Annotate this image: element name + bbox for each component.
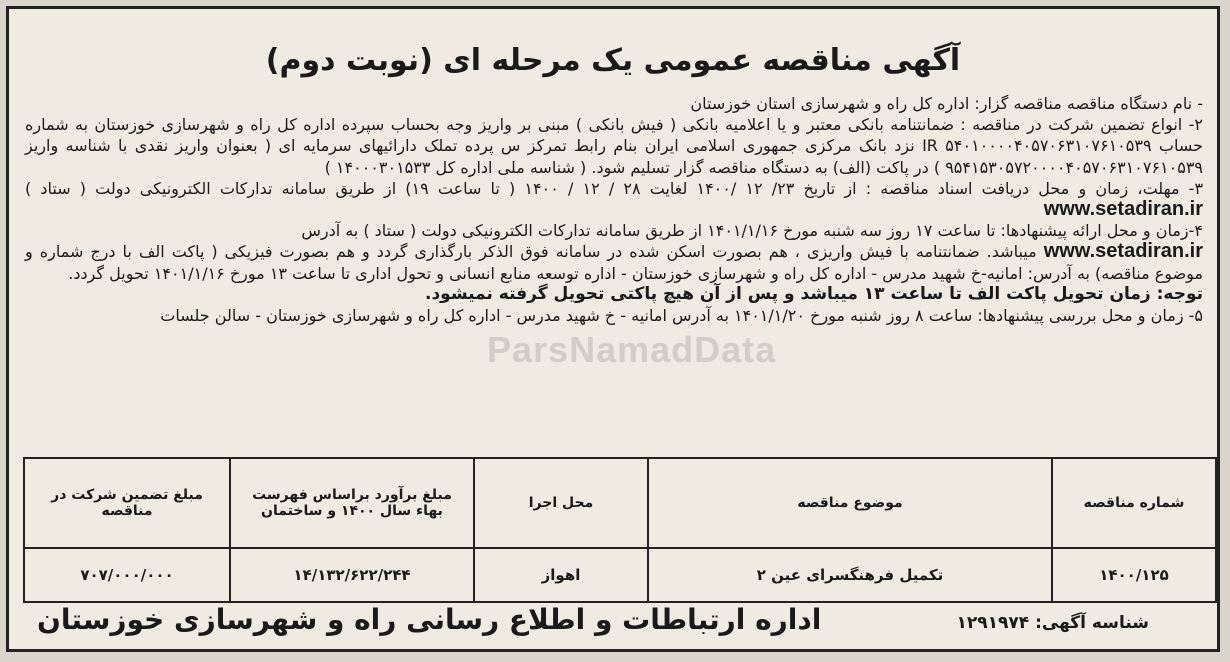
watermark: ParsNamadData: [487, 329, 777, 370]
cell-location: اهواز: [474, 548, 648, 602]
tender-notice: [6, 6, 1220, 652]
header-subject: موضوع مناقصه: [648, 458, 1052, 548]
ad-id: [957, 613, 1149, 633]
table-header-row: [24, 458, 1216, 548]
paragraph-4-cont: www.setadiran.ir میباشد. ضمانتنامه با فیش واریزی ، هم بصورت اسکن شده در سامانه فوق الذکر بارگذاری گردد و هم بصورت فیزیکی ( پاکت الف با درج شماره و موضوع مناقصه) به آدرس: امانیه-خ شهید مدرس - اداره کل راه و شهرسازی خوزستان - اداره توسعه منابع انسانی و تحول اداری تا ساعت ۱۳ مورخ ۱۴۰۱/۱/۱۶ تحویل گردد.: [25, 240, 1203, 283]
ad-id-value: ۱۲۹۱۹۷۴: [956, 613, 1030, 633]
issuing-org: اداره ارتباطات و اطلاع رسانی راه و شهرسازی خوزستان: [37, 603, 822, 636]
table-row: [24, 548, 1216, 602]
setad-url[interactable]: www.setadiran.ir: [1043, 198, 1203, 221]
ad-id-label: شناسه آگهی:: [1035, 613, 1149, 633]
cell-estimate: ۱۴/۱۳۲/۶۲۲/۲۴۴: [230, 548, 474, 602]
cell-subject: تکمیل فرهنگسرای عین ۲: [648, 548, 1052, 602]
header-tender-number: شماره مناقصه: [1052, 458, 1216, 548]
tender-table: [23, 457, 1217, 603]
cell-guarantee: ۷۰۷/۰۰۰/۰۰۰: [24, 548, 230, 602]
paragraph-1: - نام دستگاه مناقصه مناقصه گزار: اداره کل راه و شهرسازی استان خوزستان: [690, 94, 1203, 113]
header-location: محل اجرا: [474, 458, 648, 548]
header-guarantee: مبلغ تضمین شرکت در مناقصه: [24, 458, 230, 548]
paragraph-5: ۵- زمان و محل بررسی پیشنهادها: ساعت ۸ روز شنبه مورخ ۱۴۰۱/۱/۲۰ به آدرس امانیه - خ شهید مدرس - اداره کل راه و شهرسازی خوزستان - سالن جلسات: [160, 306, 1203, 326]
notice-title: آگهی مناقصه عمومی یک مرحله ای (نوبت دوم): [265, 43, 961, 78]
paragraph-3: ۳- مهلت، زمان و محل دریافت اسناد مناقصه : از تاریخ ۲۳/ ۱۲ /۱۴۰۰ لغایت ۲۸ / ۱۲ / ۱۴۰۰ ( تا ساعت ۱۹) از طریق سامانه تدارکات الکترونیکی دولت ( ستاد ) www.setadiran.ir: [25, 178, 1204, 221]
notice-body: [25, 93, 1203, 326]
note: توجه: زمان تحویل پاکت الف تا ساعت ۱۳ میباشد و پس از آن هیچ پاکتی تحویل گرفته نمیشود.: [425, 283, 1203, 304]
setad-url-2[interactable]: www.setadiran.ir: [1043, 240, 1203, 263]
paragraph-2: ۲- انواع تضمین شرکت در مناقصه : ضمانتنامه بانکی معتبر و یا اعلامیه بانکی ( فیش بانکی ) مبنی بر واریز وجه بحساب سپرده اداره کل راه و شهرسازی خوزستان به شماره حساب ۵۴۰۱۰۰۰۰۴۰۵۷۰۶۳۱۰۷۶۱۰۵۳۹ IR نزد بانک مرکزی جمهوری اسلامی ایران بنام رابط تمرکز س پرده تملک دارائیهای سرمایه ای ( بعنوان واریز نقدی با شناسه واریز ۹۵۴۱۵۳۰۵۷۲۰۰۰۰۴۰۵۷۰۶۳۱۰۷۶۱۰۵۳۹ ) در پاکت (الف) به دستگاه مناقصه گزار تسلیم شود. ( شناسه ملی اداره کل ۱۴۰۰۰۳۰۱۵۳۳ ): [25, 115, 1203, 177]
header-estimate: مبلغ برآورد براساس فهرست بهاء سال ۱۴۰۰ و ساختمان: [230, 458, 474, 548]
paragraph-4: ۴-زمان و محل ارائه پیشنهادها: تا ساعت ۱۷ روز سه شنبه مورخ ۱۴۰۱/۱/۱۶ از طریق سامانه تدارکات الکترونیکی دولت ( ستاد ) به آدرس: [301, 221, 1203, 241]
cell-tender-number: ۱۴۰۰/۱۲۵: [1052, 548, 1216, 602]
